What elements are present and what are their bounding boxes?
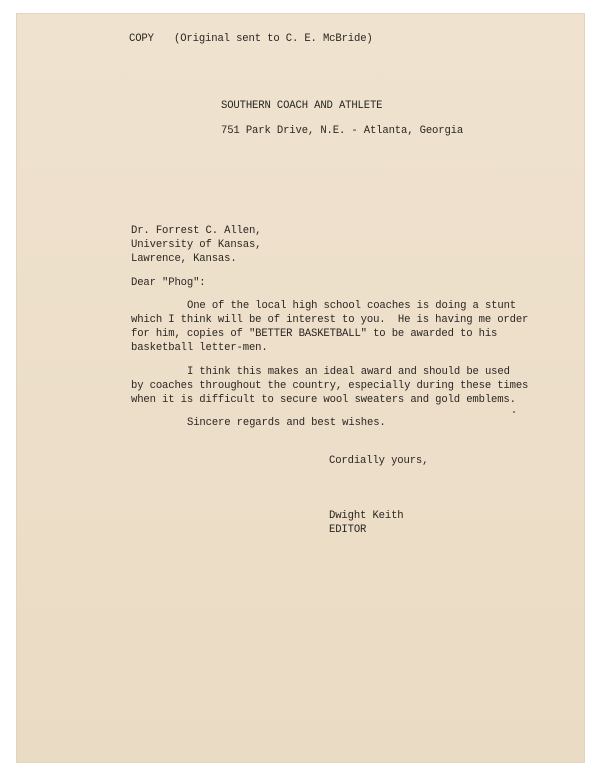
copy-label: COPY [129, 33, 154, 45]
paragraph-1-line-4: basketball letter-men. [131, 342, 268, 354]
letterhead-organization: SOUTHERN COACH AND ATHLETE [221, 100, 383, 112]
paragraph-2-line-2: by coaches throughout the country, especially during these times [131, 380, 529, 392]
paragraph-1-line-3: for him, copies of "BETTER BASKETBALL" to be awarded to his [131, 328, 498, 340]
letter-page [17, 14, 584, 762]
closing: Cordially yours, [329, 455, 429, 467]
recipient-institution: University of Kansas, [131, 239, 262, 251]
copy-note: (Original sent to C. E. McBride) [174, 33, 373, 45]
letterhead-address: 751 Park Drive, N.E. - Atlanta, Georgia [221, 125, 464, 137]
paragraph-1-line-2: which I think will be of interest to you. He is having me order [131, 314, 529, 326]
recipient-city: Lawrence, Kansas. [131, 253, 237, 265]
salutation: Dear "Phog": [131, 277, 206, 289]
signature-title: EDITOR [329, 524, 367, 536]
paper-speck [513, 411, 515, 413]
paragraph-1-line-1: One of the local high school coaches is doing a stunt [187, 300, 516, 312]
paragraph-3: Sincere regards and best wishes. [187, 417, 386, 429]
recipient-name: Dr. Forrest C. Allen, [131, 225, 262, 237]
paragraph-2-line-1: I think this makes an ideal award and should be used [187, 366, 510, 378]
paragraph-2-line-3: when it is difficult to secure wool sweaters and gold emblems. [131, 394, 516, 406]
signature-name: Dwight Keith [329, 510, 404, 522]
